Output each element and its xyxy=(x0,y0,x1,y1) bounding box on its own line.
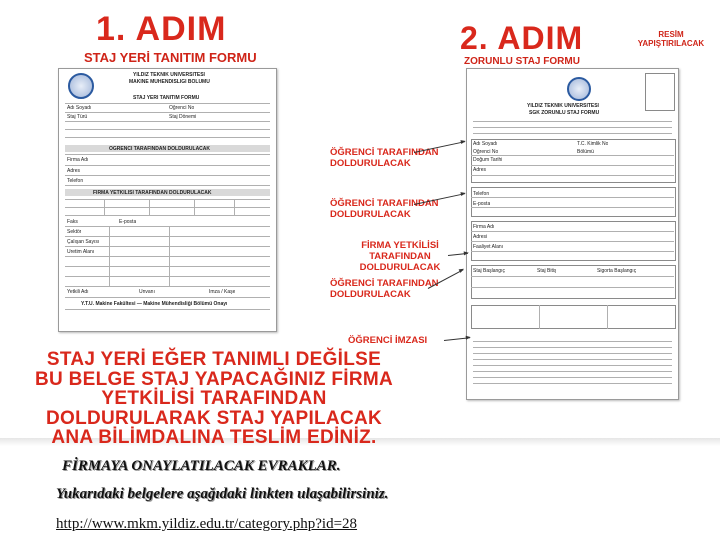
form-line xyxy=(471,197,674,198)
form-name: STAJ YERİ TANITIM FORMU xyxy=(133,95,200,101)
annotation-student-signature: ÖĞRENCİ İMZASI xyxy=(348,335,428,346)
form-line xyxy=(471,287,674,288)
form-field: Sektör xyxy=(67,229,82,235)
form-line xyxy=(473,127,672,128)
form-line xyxy=(65,309,270,310)
form-field: Bölümü xyxy=(577,149,594,155)
resources-link[interactable]: http://www.mkm.yildiz.edu.tr/category.php?id=28 xyxy=(56,516,358,532)
form-line xyxy=(473,383,672,384)
university-logo-icon xyxy=(68,73,94,99)
form-field: Adı Soyadı xyxy=(473,141,498,147)
annotation-company-fill: FİRMA YETKİLİSİ TARAFINDAN DOLDURULACAK xyxy=(359,240,441,273)
form-field: Adresi xyxy=(473,234,488,240)
form-field: Firma Adı xyxy=(473,224,495,230)
form-line xyxy=(471,276,674,277)
form-line xyxy=(471,241,674,242)
step1-subtitle: STAJ YERİ TANITIM FORMU xyxy=(84,50,257,65)
form-line xyxy=(65,121,270,122)
form-line xyxy=(65,266,270,267)
form-field: Çalışan Sayısı xyxy=(67,239,100,245)
step2-title: 2. ADIM xyxy=(460,20,584,56)
form-field: Telefon xyxy=(67,178,84,184)
form-line xyxy=(473,365,672,366)
form-line xyxy=(471,155,674,156)
form-field: Faks xyxy=(67,219,78,225)
form-field: T.C. Kimlik No xyxy=(577,141,609,147)
form-line xyxy=(65,112,270,113)
warning-text: STAJ YERİ EĞER TANIMLI DEĞİLSE BU BELGE STAJ YAPACAĞINIZ FİRMA YETKİLİSİ TARAFINDAN DOLDURULARAK STAJ YAPILACAK ANA BİLİMDALINA TESLİM EDİNİZ. xyxy=(34,349,394,448)
form-line xyxy=(65,129,270,130)
form-line xyxy=(65,207,270,208)
form-field: Firma Adı xyxy=(67,157,89,163)
form-line xyxy=(65,286,270,287)
form-footer: Y.T.Ü. Makine Fakültesi — Makine Mühendisliği Bölümü Onayı xyxy=(81,301,228,307)
form-field: Staj Türü xyxy=(67,114,88,120)
form-field: Unvanı xyxy=(139,289,155,295)
form-field: Üretim Alanı xyxy=(67,249,95,255)
form-field: Adres xyxy=(473,167,487,173)
form-column-line xyxy=(607,305,608,329)
form-line xyxy=(471,231,674,232)
form-field: Öğrenci No xyxy=(169,105,195,111)
form-line xyxy=(471,165,674,166)
form-line xyxy=(471,251,674,252)
form-line xyxy=(65,276,270,277)
form-line xyxy=(473,359,672,360)
form-university: YILDIZ TEKNİK ÜNİVERSİTESİ xyxy=(133,72,205,78)
form-line xyxy=(473,121,672,122)
form-section-student: ÖĞRENCİ TARAFINDAN DOLDURULACAK xyxy=(109,146,211,152)
form-line xyxy=(471,207,674,208)
form-line xyxy=(65,175,270,176)
form-field: Yetkili Adı xyxy=(67,289,89,295)
step2-subtitle: ZORUNLU STAJ FORMU xyxy=(464,56,580,67)
form-field: Adres xyxy=(67,168,81,174)
form-line xyxy=(65,154,270,155)
form-line xyxy=(65,246,270,247)
form-field: Staj Başlangıç xyxy=(473,268,505,274)
form-line xyxy=(65,165,270,166)
caption-line-2: Yukarıdaki belgelere aşağıdaki linkten ulaşabilirsiniz. xyxy=(56,486,389,502)
form-field: E-posta xyxy=(473,201,491,207)
form-line xyxy=(65,256,270,257)
form-line xyxy=(473,353,672,354)
resim-label: RESİM YAPIŞTIRILACAK xyxy=(637,30,705,48)
step1-title: 1. ADIM xyxy=(96,10,227,48)
annotation-student-fill-2: ÖĞRENCİ TARAFINDAN DOLDURULACAK xyxy=(330,198,439,220)
form-line xyxy=(65,297,270,298)
staj-yeri-tanitim-form-image xyxy=(58,68,277,332)
form-line xyxy=(473,341,672,342)
zorunlu-staj-form-image xyxy=(466,68,679,400)
form-line xyxy=(65,137,270,138)
form-field: Adı Soyadı xyxy=(67,105,92,111)
form-section-company: FİRMA YETKİLİSİ TARAFINDAN DOLDURULACAK xyxy=(93,190,212,196)
annotation-student-fill-3: ÖĞRENCİ TARAFINDAN DOLDURULACAK xyxy=(330,278,439,300)
form-line xyxy=(65,226,270,227)
form-line xyxy=(65,215,270,216)
signature-table xyxy=(471,305,676,329)
form-field: Doğum Tarihi xyxy=(473,157,503,163)
form-line xyxy=(65,185,270,186)
form-column-line xyxy=(539,305,540,329)
form-faculty: MAKİNE MÜHENDİSLİĞİ BÖLÜMÜ xyxy=(129,79,210,85)
form-line xyxy=(473,133,672,134)
form-field: Telefon xyxy=(473,191,490,197)
form-field: İmza / Kaşe xyxy=(209,289,236,295)
form-line xyxy=(65,103,270,104)
university-logo-icon xyxy=(567,77,591,101)
form-field: Faaliyet Alanı xyxy=(473,244,504,250)
address-table xyxy=(471,187,676,217)
form-field: Staj Dönemi xyxy=(169,114,197,120)
form-line xyxy=(473,371,672,372)
form-field: Sigorta Başlangıç xyxy=(597,268,637,274)
form-line xyxy=(65,236,270,237)
form-line xyxy=(65,199,270,200)
annotation-student-fill-1: ÖĞRENCİ TARAFINDAN DOLDURULACAK xyxy=(330,147,439,169)
form-university: YILDIZ TEKNİK ÜNİVERSİTESİ xyxy=(527,103,599,109)
form-line xyxy=(473,347,672,348)
form-line xyxy=(473,377,672,378)
form-line xyxy=(471,175,674,176)
form-field: Staj Bitiş xyxy=(537,268,557,274)
form-field: Öğrenci No xyxy=(473,149,499,155)
form-field: E-posta xyxy=(119,219,137,225)
caption-line-1: FİRMAYA ONAYLATILACAK EVRAKLAR. xyxy=(62,458,341,474)
photo-box xyxy=(645,73,675,111)
form-name: SGK ZORUNLU STAJ FORMU xyxy=(529,110,600,116)
